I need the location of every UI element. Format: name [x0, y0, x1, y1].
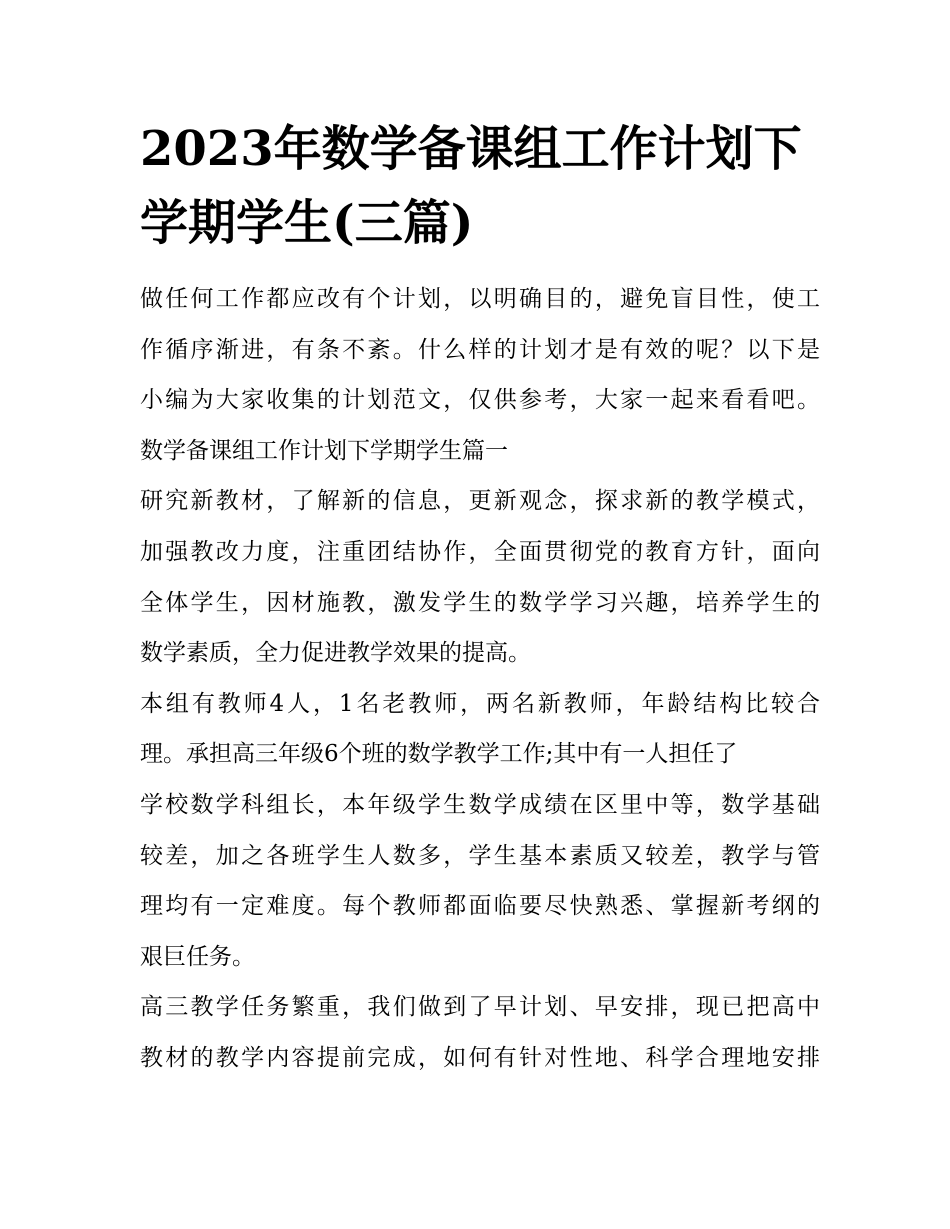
text-line: 小编为大家收集的计划范文，仅供参考，大家一起来看看吧。 — [140, 387, 820, 414]
document-title — [140, 112, 840, 260]
title-line-1: 2023年数学备课组工作计划下 — [140, 121, 802, 177]
text-line: 理均有一定难度。每个教师都面临要尽快熟悉、掌握新考纲的 — [140, 893, 820, 920]
text-line: 数学素质，全力促进教学效果的提高。 — [140, 640, 531, 667]
text-line: 学校数学科组长，本年级学生数学成绩在区里中等，数学基础 — [140, 791, 820, 818]
text-line: 作循序渐进，有条不紊。什么样的计划才是有效的呢？以下是 — [140, 336, 820, 363]
text-line: 全体学生，因材施教，激发学生的数学学习兴趣，培养学生的 — [140, 589, 820, 616]
text-line: 加强教改力度，注重团结协作，全面贯彻党的教育方针，面向 — [140, 538, 820, 565]
section-heading: 数学备课组工作计划下学期学生篇一 — [140, 437, 508, 464]
text-line: 做任何工作都应改有个计划，以明确目的，避免盲目性，使工 — [140, 286, 820, 312]
text-line: 艰巨任务。 — [140, 943, 255, 970]
text-line: 研究新教材，了解新的信息，更新观念，探求新的教学模式， — [140, 488, 820, 515]
text-line: 高三教学任务繁重，我们做到了早计划、早安排，现已把高中 — [140, 994, 820, 1021]
text-line: 理。承担高三年级6个班的数学教学工作;其中有一人担任了 — [140, 741, 738, 768]
text-line: 较差，加之各班学生人数多，学生基本素质又较差，教学与管 — [140, 842, 820, 869]
text-line: 本组有教师4人，1名老教师，两名新教师，年龄结构比较合 — [140, 690, 820, 717]
text-line: 教材的教学内容提前完成，如何有针对性地、科学合理地安排 — [140, 1044, 820, 1071]
title-line-2: 学期学生(三篇) — [140, 195, 474, 251]
document-body — [140, 274, 820, 1084]
